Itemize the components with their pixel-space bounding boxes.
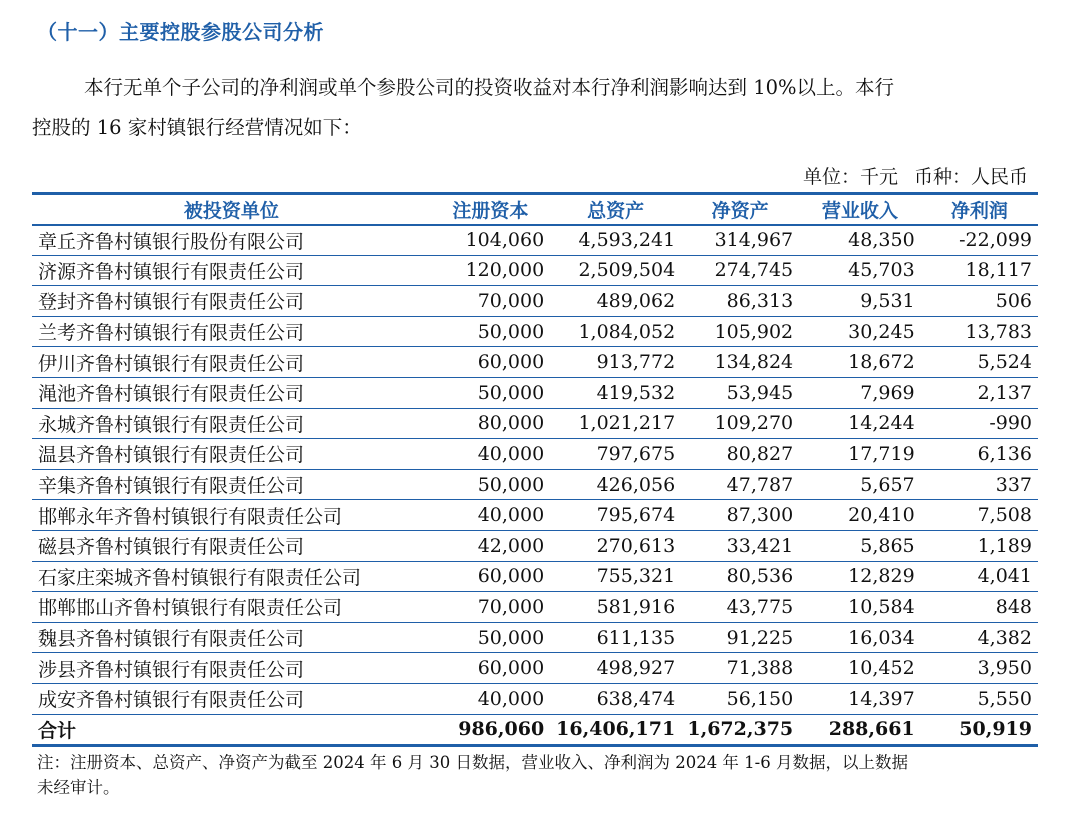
cell-operating-revenue: 12,829 (799, 561, 921, 592)
cell-registered-capital: 60,000 (431, 653, 551, 684)
total-operating-revenue: 288,661 (799, 714, 921, 745)
cell-operating-revenue: 5,865 (799, 530, 921, 561)
cell-registered-capital: 40,000 (431, 683, 551, 714)
cell-company: 兰考齐鲁村镇银行有限责任公司 (32, 316, 431, 347)
table-total-row (32, 714, 1038, 745)
cell-net-profit: 1,189 (921, 530, 1038, 561)
cell-registered-capital: 50,000 (431, 377, 551, 408)
cell-net-assets: 109,270 (681, 408, 799, 439)
cell-net-assets: 134,824 (681, 347, 799, 378)
currency-label: 币种：人民币 (913, 166, 1028, 188)
table-row (32, 683, 1038, 714)
intro-line-2: 控股的 16 家村镇银行经营情况如下： (32, 116, 362, 139)
cell-operating-revenue: 9,531 (799, 286, 921, 317)
cell-registered-capital: 80,000 (431, 408, 551, 439)
table-header-row (32, 194, 1038, 225)
cell-registered-capital: 50,000 (431, 469, 551, 500)
table-row (32, 255, 1038, 286)
cell-net-assets: 314,967 (681, 225, 799, 256)
table-row (32, 316, 1038, 347)
table-row (32, 469, 1038, 500)
cell-company: 石家庄栾城齐鲁村镇银行有限责任公司 (32, 561, 431, 592)
cell-company: 登封齐鲁村镇银行有限责任公司 (32, 286, 431, 317)
cell-company: 涉县齐鲁村镇银行有限责任公司 (32, 653, 431, 684)
table-row (32, 592, 1038, 623)
footnote-line-1: 注：注册资本、总资产、净资产为截至 2024 年 6 月 30 日数据，营业收入、净利润为 2024 年 1-6 月数据，以上数据 (37, 753, 908, 772)
cell-net-profit: -990 (921, 408, 1038, 439)
section-title: （十一）主要控股参股公司分析 (37, 20, 324, 44)
cell-net-assets: 86,313 (681, 286, 799, 317)
cell-company: 辛集齐鲁村镇银行有限责任公司 (32, 469, 431, 500)
total-net-profit: 50,919 (921, 714, 1038, 745)
cell-operating-revenue: 7,969 (799, 377, 921, 408)
cell-net-assets: 274,745 (681, 255, 799, 286)
cell-registered-capital: 60,000 (431, 561, 551, 592)
cell-registered-capital: 60,000 (431, 347, 551, 378)
cell-operating-revenue: 17,719 (799, 439, 921, 470)
header-registered-capital: 注册资本 (431, 194, 551, 225)
cell-net-assets: 53,945 (681, 377, 799, 408)
cell-net-assets: 47,787 (681, 469, 799, 500)
cell-registered-capital: 104,060 (431, 225, 551, 256)
cell-total-assets: 4,593,241 (550, 225, 681, 256)
cell-net-profit: 4,382 (921, 622, 1038, 653)
cell-total-assets: 1,084,052 (550, 316, 681, 347)
cell-net-profit: 4,041 (921, 561, 1038, 592)
table-row (32, 286, 1038, 317)
cell-total-assets: 755,321 (550, 561, 681, 592)
cell-net-profit: 13,783 (921, 316, 1038, 347)
cell-net-assets: 87,300 (681, 500, 799, 531)
cell-net-profit: 506 (921, 286, 1038, 317)
cell-operating-revenue: 18,672 (799, 347, 921, 378)
cell-net-profit: 7,508 (921, 500, 1038, 531)
cell-total-assets: 498,927 (550, 653, 681, 684)
cell-total-assets: 913,772 (550, 347, 681, 378)
footnote-line-2: 未经审计。 (37, 778, 120, 797)
table-row (32, 561, 1038, 592)
cell-net-profit: 6,136 (921, 439, 1038, 470)
cell-net-assets: 33,421 (681, 530, 799, 561)
cell-total-assets: 1,021,217 (550, 408, 681, 439)
cell-net-profit: -22,099 (921, 225, 1038, 256)
cell-company: 磁县齐鲁村镇银行有限责任公司 (32, 530, 431, 561)
footnote (37, 750, 1037, 800)
cell-operating-revenue: 5,657 (799, 469, 921, 500)
cell-operating-revenue: 30,245 (799, 316, 921, 347)
cell-company: 邯郸邯山齐鲁村镇银行有限责任公司 (32, 592, 431, 623)
cell-operating-revenue: 20,410 (799, 500, 921, 531)
cell-company: 永城齐鲁村镇银行有限责任公司 (32, 408, 431, 439)
cell-net-assets: 105,902 (681, 316, 799, 347)
cell-operating-revenue: 14,397 (799, 683, 921, 714)
cell-net-profit: 5,550 (921, 683, 1038, 714)
table-row (32, 530, 1038, 561)
intro-line-1: 本行无单个子公司的净利润或单个参股公司的投资收益对本行净利润影响达到 10%以上。本行 (84, 76, 895, 99)
cell-net-profit: 848 (921, 592, 1038, 623)
cell-total-assets: 2,509,504 (550, 255, 681, 286)
cell-net-assets: 80,827 (681, 439, 799, 470)
cell-registered-capital: 50,000 (431, 622, 551, 653)
cell-company: 章丘齐鲁村镇银行股份有限公司 (32, 225, 431, 256)
cell-operating-revenue: 10,584 (799, 592, 921, 623)
table-row (32, 408, 1038, 439)
subsidiary-table (32, 192, 1038, 747)
cell-total-assets: 797,675 (550, 439, 681, 470)
unit-label: 单位：千元 (802, 166, 898, 188)
cell-registered-capital: 70,000 (431, 592, 551, 623)
total-total-assets: 16,406,171 (550, 714, 681, 745)
cell-total-assets: 489,062 (550, 286, 681, 317)
cell-net-profit: 18,117 (921, 255, 1038, 286)
cell-net-profit: 5,524 (921, 347, 1038, 378)
cell-registered-capital: 42,000 (431, 530, 551, 561)
cell-net-assets: 56,150 (681, 683, 799, 714)
total-registered-capital: 986,060 (431, 714, 551, 745)
header-total-assets: 总资产 (550, 194, 681, 225)
table-row (32, 225, 1038, 256)
cell-registered-capital: 70,000 (431, 286, 551, 317)
cell-company: 伊川齐鲁村镇银行有限责任公司 (32, 347, 431, 378)
cell-registered-capital: 40,000 (431, 439, 551, 470)
total-label: 合计 (32, 714, 431, 745)
cell-total-assets: 581,916 (550, 592, 681, 623)
cell-company: 成安齐鲁村镇银行有限责任公司 (32, 683, 431, 714)
header-net-assets: 净资产 (681, 194, 799, 225)
cell-net-assets: 91,225 (681, 622, 799, 653)
cell-registered-capital: 50,000 (431, 316, 551, 347)
cell-net-profit: 3,950 (921, 653, 1038, 684)
header-company: 被投资单位 (32, 194, 431, 225)
total-net-assets: 1,672,375 (681, 714, 799, 745)
cell-net-assets: 71,388 (681, 653, 799, 684)
cell-operating-revenue: 14,244 (799, 408, 921, 439)
header-net-profit: 净利润 (921, 194, 1038, 225)
table-row (32, 653, 1038, 684)
cell-total-assets: 611,135 (550, 622, 681, 653)
cell-operating-revenue: 16,034 (799, 622, 921, 653)
cell-total-assets: 638,474 (550, 683, 681, 714)
cell-registered-capital: 120,000 (431, 255, 551, 286)
cell-company: 温县齐鲁村镇银行有限责任公司 (32, 439, 431, 470)
cell-company: 济源齐鲁村镇银行有限责任公司 (32, 255, 431, 286)
unit-note (803, 162, 1028, 189)
cell-company: 邯郸永年齐鲁村镇银行有限责任公司 (32, 500, 431, 531)
cell-net-assets: 80,536 (681, 561, 799, 592)
table-row (32, 377, 1038, 408)
cell-operating-revenue: 45,703 (799, 255, 921, 286)
cell-net-profit: 337 (921, 469, 1038, 500)
cell-total-assets: 419,532 (550, 377, 681, 408)
cell-net-profit: 2,137 (921, 377, 1038, 408)
intro-paragraph (32, 68, 1032, 148)
cell-company: 渑池齐鲁村镇银行有限责任公司 (32, 377, 431, 408)
table-row (32, 439, 1038, 470)
table-row (32, 347, 1038, 378)
cell-operating-revenue: 10,452 (799, 653, 921, 684)
cell-total-assets: 426,056 (550, 469, 681, 500)
table-row (32, 622, 1038, 653)
cell-operating-revenue: 48,350 (799, 225, 921, 256)
cell-total-assets: 270,613 (550, 530, 681, 561)
cell-total-assets: 795,674 (550, 500, 681, 531)
table-row (32, 500, 1038, 531)
cell-company: 魏县齐鲁村镇银行有限责任公司 (32, 622, 431, 653)
header-operating-revenue: 营业收入 (799, 194, 921, 225)
cell-net-assets: 43,775 (681, 592, 799, 623)
cell-registered-capital: 40,000 (431, 500, 551, 531)
